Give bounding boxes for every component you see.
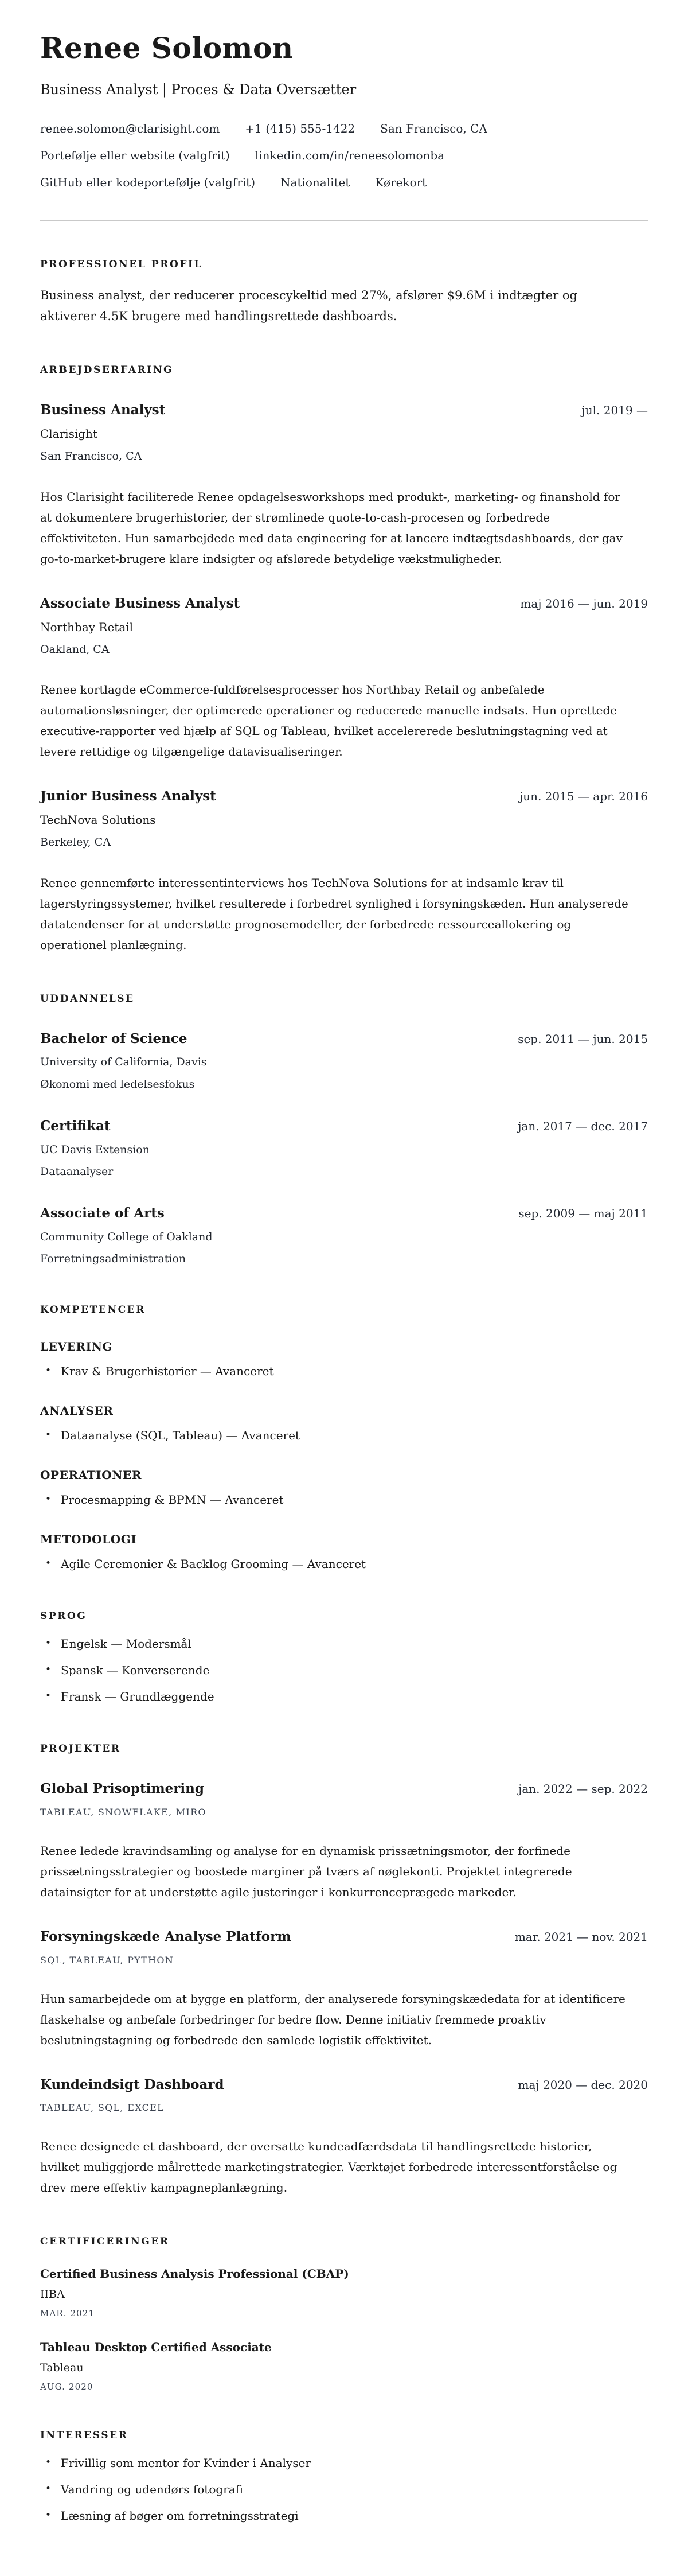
section-certifications [40, 2236, 648, 2392]
job-entry-head [40, 402, 648, 419]
interest-item: • Vandring og udendørs fotografi [40, 2481, 648, 2498]
education-entry-head [40, 1118, 648, 1135]
contact-row-links [40, 149, 648, 162]
language-list [40, 1636, 648, 1705]
skill-group [40, 1532, 648, 1573]
field-of-study: Økonomi med ledelsesfokus [40, 1078, 195, 1091]
section-heading-skills: KOMPETENCER [40, 1304, 146, 1316]
skill-group-label: LEVERING [40, 1340, 113, 1354]
degree-title: Certifikat [40, 1118, 111, 1134]
project-description: Hun samarbejdede om at bygge en platform, der analyserede forsyningskædedata for at identificere flaskehalse og anbefale forbedringer for bedre flow. Denne initiativ fremmede proaktiv beslutningstagning og forbedrede den samlede logistik effektivitet. [40, 1991, 626, 2047]
project-tech-stack: SQL, TABLEAU, PYTHON [40, 1954, 174, 1966]
project-tech-stack: TABLEAU, SNOWFLAKE, MIRO [40, 1806, 206, 1818]
certification-name: Certified Business Analysis Professional (CBAP) [40, 2267, 349, 2281]
section-heading-certifications: CERTIFICERINGER [40, 2236, 170, 2248]
section-projects [40, 1743, 648, 2198]
project-description: Renee designede et dashboard, der oversatte kundeadfærdsdata til handlingsrettede historier, hvilket muliggjorde målrettede marketingstrategier. Værktøjet forbedrede interessentforståelse og drev mere effektiv kampagneplanlægning. [40, 2139, 617, 2195]
resume-header [40, 32, 648, 189]
job-title: Business Analyst [40, 402, 166, 418]
section-skills [40, 1304, 648, 1573]
job-entry [40, 788, 648, 955]
education-entry [40, 1031, 648, 1092]
project-entry [40, 1781, 648, 1902]
school-name: UC Davis Extension [40, 1143, 150, 1156]
interest-list [40, 2455, 648, 2524]
certification-date: AUG. 2020 [40, 2382, 93, 2392]
education-entry-head [40, 1205, 648, 1222]
certification-issuer: Tableau [40, 2361, 84, 2375]
language-item: • Engelsk — Modersmål [40, 1636, 648, 1652]
section-interests [40, 2430, 648, 2524]
education-dates: sep. 2011 — jun. 2015 [518, 1032, 648, 1046]
project-dates: jan. 2022 — sep. 2022 [518, 1782, 648, 1796]
project-entry [40, 1929, 648, 2050]
skill-group [40, 1340, 648, 1380]
project-entry-head [40, 2077, 648, 2094]
section-heading-experience: ARBEJDSERFARING [40, 364, 174, 376]
linkedin-text: linkedin.com/in/reneesolomonba [255, 149, 445, 163]
skill-item: • Krav & Brugerhistorier — Avanceret [40, 1363, 648, 1380]
project-entry [40, 2077, 648, 2198]
language-item: • Spansk — Konverserende [40, 1662, 648, 1679]
job-dates: jul. 2019 — [581, 403, 648, 418]
github-placeholder-text: GitHub eller kodeportefølje (valgfrit) [40, 176, 256, 190]
certification-entry [40, 2340, 648, 2392]
section-heading-languages: SPROG [40, 1610, 87, 1622]
project-dates: maj 2020 — dec. 2020 [518, 2077, 648, 2092]
phone-text: +1 (415) 555-1422 [245, 122, 355, 136]
skill-item: • Procesmapping & BPMN — Avanceret [40, 1492, 648, 1508]
section-experience [40, 364, 648, 955]
person-name: Renee Solomon [40, 31, 294, 65]
project-description: Renee ledede kravindsamling og analyse for en dynamisk prissætningsmotor, der forfinede prissætningsstrategier og boostede marginer på tværs af nøglekonti. Projektet integrerede datainsigter for at understøtte agile justeringer i konkurrenceprægede markeder. [40, 1843, 572, 1899]
certification-entry [40, 2267, 648, 2318]
profile-summary: Business analyst, der reducerer procescykeltid med 27%, afslører $9.6M i indtægter og aktiverer 4.5K brugere med handlingsrettede dashboards. [40, 289, 577, 324]
job-description: Hos Clarisight faciliterede Renee opdagelsesworkshops med produkt-, marketing- og finanshold for at dokumentere brugerhistorier, der strømlinede quote-to-cash-procesen og forbedrede effektiviteten. Hun samarbejdede med data engineering for at lancere indtægtsdashboards, der gav go-to-market-brugere klare indsigter og afslørede betydelige vækstmuligheder. [40, 489, 623, 566]
education-entry-head [40, 1031, 648, 1048]
job-entry [40, 596, 648, 762]
portfolio-placeholder-text: Portefølje eller website (valgfrit) [40, 149, 230, 163]
section-heading-profile: PROFESSIONEL PROFIL [40, 259, 203, 271]
nationality-text: Nationalitet [280, 176, 350, 190]
degree-title: Bachelor of Science [40, 1030, 187, 1046]
education-entry [40, 1205, 648, 1266]
skill-group [40, 1468, 648, 1508]
project-dates: mar. 2021 — nov. 2021 [514, 1929, 648, 1944]
certification-issuer: IIBA [40, 2288, 65, 2301]
skill-list [40, 1492, 648, 1508]
certification-date: MAR. 2021 [40, 2308, 95, 2319]
section-education [40, 993, 648, 1266]
skill-list [40, 1556, 648, 1573]
education-dates: jan. 2017 — dec. 2017 [518, 1119, 648, 1133]
job-location: Berkeley, CA [40, 836, 111, 849]
field-of-study: Dataanalyser [40, 1165, 114, 1178]
headline: Business Analyst | Proces & Data Oversætter [40, 81, 357, 98]
interest-item: • Læsning af bøger om forretningsstrategi [40, 2508, 648, 2524]
degree-title: Associate of Arts [40, 1205, 165, 1221]
skill-group-label: ANALYSER [40, 1404, 114, 1418]
header-divider [40, 220, 648, 221]
skill-group-label: OPERATIONER [40, 1468, 142, 1482]
project-tech-stack: TABLEAU, SQL, EXCEL [40, 2102, 165, 2114]
section-languages [40, 1610, 648, 1705]
contact-row-primary [40, 122, 648, 135]
section-heading-projects: PROJEKTER [40, 1743, 121, 1755]
job-description: Renee kortlagde eCommerce-fuldførelsesprocesser hos Northbay Retail og anbefalede automationsløsninger, der optimerede operationer og reducerede manuelle indsats. Hun oprettede executive-rapporter ved hjælp af SQL og Tableau, hvilket accelererede beslutningstagning ved at levere rettidige og tilgængelige datavisualiseringer. [40, 683, 617, 759]
location-text: San Francisco, CA [380, 122, 487, 136]
job-description: Renee gennemførte interessentinterviews hos TechNova Solutions for at indsamle krav til lagerstyringssystemer, hvilket resulterede i forbedret synlighed i forsyningskæden. Hun analyserede datatendenser for at understøtte prognosemodeller, der forbedrede ressourceallokering og operationel planlægning. [40, 875, 628, 952]
section-heading-education: UDDANNELSE [40, 993, 135, 1005]
job-location: Oakland, CA [40, 643, 110, 656]
section-profile [40, 259, 648, 326]
job-company: Clarisight [40, 427, 97, 441]
skill-group-label: METODOLOGI [40, 1532, 137, 1547]
job-dates: maj 2016 — jun. 2019 [520, 596, 648, 610]
school-name: Community College of Oakland [40, 1230, 213, 1243]
skill-list [40, 1427, 648, 1444]
interest-item: • Frivillig som mentor for Kvinder i Analyser [40, 2455, 648, 2472]
drivers-license-text: Kørekort [375, 176, 427, 190]
job-title: Associate Business Analyst [40, 595, 240, 611]
contact-row-extra [40, 176, 648, 189]
project-title: Kundeindsigt Dashboard [40, 2076, 224, 2092]
skill-list [40, 1363, 648, 1380]
job-title: Junior Business Analyst [40, 788, 216, 804]
project-title: Global Prisoptimering [40, 1781, 204, 1797]
section-heading-interests: INTERESSER [40, 2430, 128, 2442]
skill-group [40, 1404, 648, 1444]
education-dates: sep. 2009 — maj 2011 [518, 1206, 648, 1220]
job-company: TechNova Solutions [40, 813, 156, 827]
certification-name: Tableau Desktop Certified Associate [40, 2340, 272, 2355]
field-of-study: Forretningsadministration [40, 1252, 186, 1266]
job-company: Northbay Retail [40, 620, 134, 634]
email-text: renee.solomon@clarisight.com [40, 122, 220, 136]
skill-item: • Dataanalyse (SQL, Tableau) — Avanceret [40, 1427, 648, 1444]
project-title: Forsyningskæde Analyse Platform [40, 1928, 291, 1944]
education-entry [40, 1118, 648, 1179]
project-entry-head [40, 1781, 648, 1797]
job-dates: jun. 2015 — apr. 2016 [519, 789, 648, 804]
school-name: University of California, Davis [40, 1056, 207, 1069]
language-item: • Fransk — Grundlæggende [40, 1688, 648, 1705]
skill-item: • Agile Ceremonier & Backlog Grooming — Avanceret [40, 1556, 648, 1573]
job-location: San Francisco, CA [40, 450, 142, 463]
job-entry-head [40, 596, 648, 612]
job-entry [40, 402, 648, 569]
project-entry-head [40, 1929, 648, 1945]
job-entry-head [40, 788, 648, 805]
